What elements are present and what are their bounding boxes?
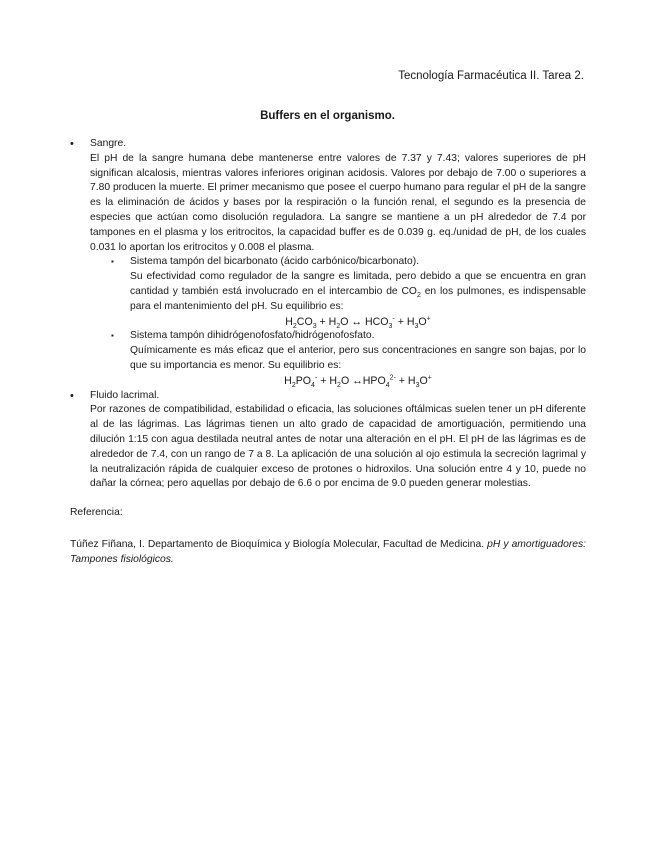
subsection-bicarbonato xyxy=(90,255,586,329)
reference-label: Referencia: xyxy=(70,507,123,519)
bullet-icon: • xyxy=(70,138,74,150)
subsection-paragraph: Químicamente es más eficaz que el anterior, pero sus concentraciones en sangre son bajas, por lo que su importancia es menor. Su equilibrio es: xyxy=(130,345,586,371)
document-title: Buffers en el organismo. xyxy=(260,110,395,122)
square-bullet-icon: ▪ xyxy=(111,331,114,341)
section-sangre xyxy=(70,137,586,389)
equilibrium-equation: $H_2PO_4^- + H_2O$ $\leftrightarrow HPO_4^{2-} + H_3O^+$ xyxy=(284,374,432,389)
reference-authors: Túñez Fiñana, I. Departamento de Bioquímica y Biología Molecular, Facultad de Medicina. xyxy=(70,538,488,550)
equilibrium-equation: $H_2CO_3 + H_2O$ ↔ $HCO_3^- + H_3O^+$ xyxy=(285,315,431,330)
reference-work-title: pH y amortiguadores: Tampones fisiológicos. xyxy=(70,538,586,565)
subsection-heading: Sistema tampón del bicarbonato (ácido carbónico/bicarbonato). xyxy=(130,256,420,268)
subsection-heading: Sistema tampón dihidrógenofosfato/hidrógenofosfato. xyxy=(130,330,375,342)
section-heading: Sangre. xyxy=(90,138,127,149)
section-fluido-lacrimal xyxy=(70,389,586,493)
course-header: Tecnología Farmacéutica II. Tarea 2. xyxy=(398,70,584,82)
section-heading: Fluido lacrimal. xyxy=(90,389,160,401)
section-paragraph: Por razones de compatibilidad, estabilidad o eficacia, las soluciones oftálmicas suelen tener un pH diferente al de las lágrimas. Las lágrimas tienen un alto grado de capacidad de amortiguación, permitiendo una dilución 1:15 con agua destilada neutral antes de notar una alteración en el pH. El pH de las lágrimas es de alrededor de 7.4, con un rango de 7 a 8. La aplicación de una solución al ojo estimula la secreción lagrimal y la neutralización rápida de cualquier exceso de protones o hidroxilos. Una solución entre 4 y 10, puede no dañar la córnea; pero aquellas por debajo de 6.6 o por encima de 9.0 pueden generar molestias. xyxy=(90,404,586,490)
reference-citation xyxy=(70,538,586,568)
bullet-icon: • xyxy=(70,389,74,402)
square-bullet-icon: ▪ xyxy=(111,257,114,267)
subsection-fosfato xyxy=(90,329,586,388)
section-paragraph: El pH de la sangre humana debe mantenerse entre valores de 7.37 y 7.43; valores superiores de pH significan alcalosis, mientras valores inferiores originan acidosis. Valores por debajo de 7.00 o superiores a 7.80 producen la muerte. El primer mecanismo que posee el cuerpo humano para regular el pH de la sangre es la eliminación de ácidos y bases por la respiración o la función renal, el segundo es la presencia de especies que actúan como disolución reguladora. La sangre se mantiene a un pH alrededor de 7.4 por tampones en el plasma y los eritrocitos, la capacidad buffer es de 0.039 g. eq./unidad de pH, de los cuales 0.031 lo aportan los eritrocitos y 0.008 el plasma. xyxy=(90,152,586,253)
subsection-paragraph: Su efectividad como regulador de la sangre es limitada, pero debido a que se encuentra en gran cantidad y también está involucrado en el intercambio de $CO_2$ en los pulmones, es indispensable para el mantenimiento del pH. Su equilibrio es: xyxy=(130,271,587,312)
document-body xyxy=(70,137,586,568)
